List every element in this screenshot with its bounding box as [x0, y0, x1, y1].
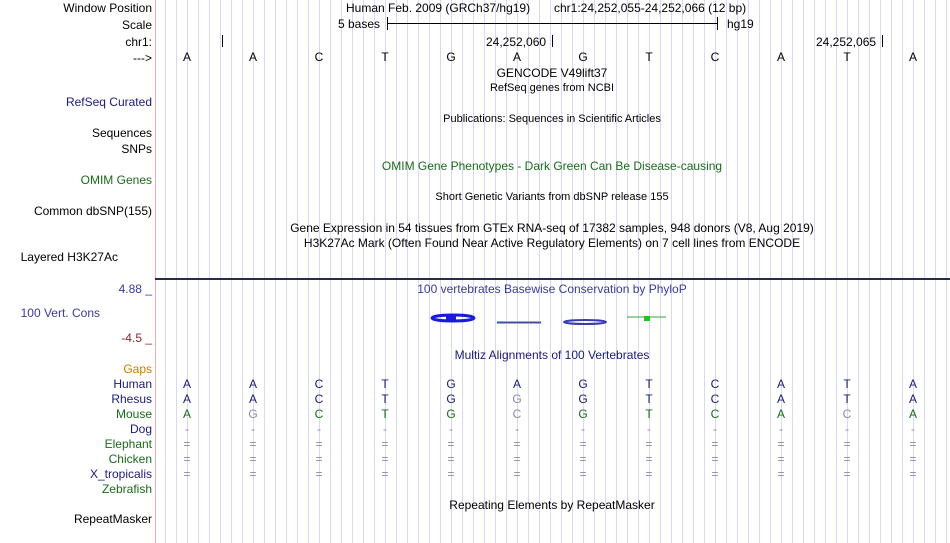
- aligned-base: A: [512, 377, 521, 391]
- aligned-base: =: [315, 452, 323, 466]
- grid-line: [616, 0, 617, 543]
- publications-track-title[interactable]: Publications: Sequences in Scientific Articles: [443, 113, 661, 125]
- aligned-base: =: [381, 437, 389, 451]
- species-label[interactable]: Chicken: [108, 452, 152, 466]
- aligned-base: =: [711, 452, 719, 466]
- aligned-base: C: [512, 407, 522, 421]
- multiz-track-title[interactable]: Multiz Alignments of 100 Vertebrates: [454, 348, 650, 362]
- aligned-base: =: [315, 467, 323, 481]
- aligned-base: =: [579, 467, 587, 481]
- aligned-base: T: [843, 377, 851, 391]
- aligned-base: C: [710, 377, 720, 391]
- repeatmasker-track-title[interactable]: Repeating Elements by RepeatMasker: [449, 498, 655, 512]
- reference-base: A: [248, 50, 257, 64]
- dbsnp-track-title[interactable]: Short Genetic Variants from dbSNP release 155: [435, 191, 669, 203]
- grid-line: [275, 0, 276, 543]
- sequences-track-label[interactable]: Sequences: [91, 126, 152, 140]
- reference-base: C: [710, 50, 720, 64]
- strand-label: --->: [133, 51, 152, 65]
- aligned-base: -: [317, 422, 321, 436]
- grid-line: [682, 0, 683, 543]
- position-tick: [222, 35, 223, 47]
- window-position-value[interactable]: chr1:24,252,055-24,252,066 (12 bp): [554, 1, 747, 15]
- dbsnp-track-label[interactable]: Common dbSNP(155): [33, 204, 152, 218]
- refseq-track-title[interactable]: RefSeq genes from NCBI: [489, 82, 615, 94]
- aligned-base: =: [447, 452, 455, 466]
- scale-bar-right-tick: [717, 17, 718, 30]
- aligned-base: T: [645, 392, 653, 406]
- aligned-base: C: [314, 392, 324, 406]
- aligned-base: G: [578, 377, 588, 391]
- aligned-base: G: [248, 407, 258, 421]
- phylop-max-label: 4.88 _: [118, 282, 152, 296]
- aligned-base: C: [314, 407, 324, 421]
- position-label-1: 24,252,060: [486, 35, 547, 49]
- aligned-base: A: [248, 377, 257, 391]
- grid-line: [814, 0, 815, 543]
- grid-line: [341, 0, 342, 543]
- aligned-base: =: [513, 437, 521, 451]
- position-label-2: 24,252,065: [816, 35, 877, 49]
- aligned-base: -: [713, 422, 717, 436]
- reference-base: C: [314, 50, 324, 64]
- grid-line: [880, 0, 881, 543]
- aligned-base: C: [314, 377, 324, 391]
- scale-label: Scale: [121, 18, 152, 32]
- aligned-base: T: [645, 407, 653, 421]
- species-label[interactable]: Elephant: [104, 437, 152, 451]
- grid-line: [858, 0, 859, 543]
- grid-line: [924, 0, 925, 543]
- grid-line: [352, 0, 353, 543]
- species-label[interactable]: X_tropicalis: [89, 467, 152, 481]
- aligned-base: A: [776, 392, 785, 406]
- grid-line: [693, 0, 694, 543]
- aligned-base: =: [645, 437, 653, 451]
- grid-line: [198, 0, 199, 543]
- grid-line: [902, 0, 903, 543]
- grid-line: [803, 0, 804, 543]
- grid-line: [759, 0, 760, 543]
- aligned-base: =: [381, 452, 389, 466]
- grid-line: [330, 0, 331, 543]
- reference-base: A: [776, 50, 785, 64]
- aligned-base: G: [578, 392, 588, 406]
- chrom-label: chr1:: [125, 35, 152, 49]
- aligned-base: -: [647, 422, 651, 436]
- grid-line: [374, 0, 375, 543]
- grid-line: [836, 0, 837, 543]
- aligned-base: G: [512, 392, 522, 406]
- omim-track-title[interactable]: OMIM Gene Phenotypes - Dark Green Can Be Disease-causing: [381, 159, 723, 173]
- aligned-base: =: [777, 452, 785, 466]
- scale-bar-left-tick: [387, 17, 388, 30]
- grid-line: [770, 0, 771, 543]
- grid-line: [627, 0, 628, 543]
- grid-line: [704, 0, 705, 543]
- grid-line: [286, 0, 287, 543]
- grid-line: [726, 0, 727, 543]
- aligned-base: A: [908, 392, 917, 406]
- grid-line: [176, 0, 177, 543]
- aligned-base: T: [843, 392, 851, 406]
- aligned-base: -: [251, 422, 255, 436]
- reference-base: T: [381, 50, 389, 64]
- grid-line: [209, 0, 210, 543]
- aligned-base: A: [182, 407, 191, 421]
- aligned-base: =: [579, 452, 587, 466]
- aligned-base: =: [843, 467, 851, 481]
- aligned-base: =: [843, 437, 851, 451]
- assembly-name[interactable]: Human Feb. 2009 (GRCh37/hg19): [346, 1, 531, 15]
- aligned-base: =: [513, 452, 521, 466]
- aligned-base: =: [645, 467, 653, 481]
- grid-line: [891, 0, 892, 543]
- label-separator: [155, 0, 156, 543]
- grid-line: [407, 0, 408, 543]
- reference-base: A: [182, 50, 191, 64]
- grid-line: [869, 0, 870, 543]
- grid-line: [220, 0, 221, 543]
- aligned-base: -: [185, 422, 189, 436]
- grid-line: [825, 0, 826, 543]
- aligned-base: G: [446, 392, 456, 406]
- aligned-base: G: [446, 407, 456, 421]
- scale-bar: [387, 23, 717, 24]
- aligned-base: G: [578, 407, 588, 421]
- aligned-base: -: [845, 422, 849, 436]
- grid-line: [308, 0, 309, 543]
- aligned-base: T: [645, 377, 653, 391]
- reference-base: T: [645, 50, 653, 64]
- aligned-base: T: [381, 407, 389, 421]
- gtex-track-title[interactable]: Gene Expression in 54 tissues from GTEx RNA-seq of 17382 samples, 948 donors (V8, Aug 2019): [290, 221, 814, 235]
- aligned-base: =: [315, 437, 323, 451]
- refseq-track-label[interactable]: RefSeq Curated: [65, 95, 152, 109]
- h3k27ac-track-label[interactable]: Layered H3K27Ac: [20, 250, 118, 264]
- grid-line: [748, 0, 749, 543]
- reference-base: G: [578, 50, 588, 64]
- gencode-track-title[interactable]: GENCODE V49lift37: [496, 66, 608, 80]
- grid-line: [935, 0, 936, 543]
- grid-line: [242, 0, 243, 543]
- aligned-base: A: [776, 407, 785, 421]
- grid-line: [264, 0, 265, 543]
- grid-line: [363, 0, 364, 543]
- aligned-base: C: [842, 407, 852, 421]
- h3k27ac-track-title[interactable]: H3K27Ac Mark (Often Found Near Active Regulatory Elements) on 7 cell lines from ENCODE: [303, 236, 801, 250]
- aligned-base: -: [449, 422, 453, 436]
- aligned-base: =: [579, 437, 587, 451]
- grid-line: [165, 0, 166, 543]
- species-label[interactable]: Human: [113, 377, 152, 391]
- position-tick: [552, 35, 553, 47]
- aligned-base: A: [182, 392, 191, 406]
- position-tick: [882, 35, 883, 47]
- omim-track-label[interactable]: OMIM Genes: [80, 173, 152, 187]
- aligned-base: A: [182, 377, 191, 391]
- phylop-track-label[interactable]: 100 Vert. Cons: [20, 306, 100, 320]
- phylop-min-label: -4.5 _: [121, 331, 152, 345]
- grid-line: [396, 0, 397, 543]
- grid-line: [660, 0, 661, 543]
- species-label[interactable]: Dog: [129, 422, 152, 436]
- aligned-base: T: [381, 392, 389, 406]
- window-position-label: Window Position: [63, 1, 152, 15]
- grid-line: [231, 0, 232, 543]
- gaps-label[interactable]: Gaps: [123, 362, 152, 376]
- aligned-base: =: [843, 452, 851, 466]
- aligned-base: =: [645, 452, 653, 466]
- track-divider: [155, 278, 950, 280]
- aligned-base: =: [183, 452, 191, 466]
- species-label[interactable]: Rhesus: [111, 392, 152, 406]
- aligned-base: -: [515, 422, 519, 436]
- grid-line: [440, 0, 441, 543]
- aligned-base: =: [447, 467, 455, 481]
- aligned-base: =: [711, 467, 719, 481]
- aligned-base: =: [513, 467, 521, 481]
- grid-line: [638, 0, 639, 543]
- aligned-base: =: [909, 452, 917, 466]
- reference-base: G: [446, 50, 456, 64]
- grid-line: [418, 0, 419, 543]
- scale-text: 5 bases: [338, 17, 381, 31]
- grid-line: [473, 0, 474, 543]
- snps-track-label[interactable]: SNPs: [121, 142, 152, 156]
- grid-line: [462, 0, 463, 543]
- reference-base: A: [512, 50, 521, 64]
- aligned-base: =: [249, 452, 257, 466]
- phylop-track-title[interactable]: 100 vertebrates Basewise Conservation by PhyloP: [417, 282, 687, 296]
- aligned-base: -: [911, 422, 915, 436]
- aligned-base: =: [183, 437, 191, 451]
- aligned-base: A: [248, 392, 257, 406]
- aligned-base: A: [776, 377, 785, 391]
- aligned-base: =: [183, 467, 191, 481]
- scale-db: hg19: [727, 17, 754, 31]
- grid-line: [297, 0, 298, 543]
- aligned-base: G: [446, 377, 456, 391]
- grid-line: [737, 0, 738, 543]
- aligned-base: =: [381, 467, 389, 481]
- grid-line: [671, 0, 672, 543]
- species-label[interactable]: Mouse: [115, 407, 152, 421]
- grid-line: [429, 0, 430, 543]
- aligned-base: -: [581, 422, 585, 436]
- aligned-base: C: [710, 392, 720, 406]
- aligned-base: =: [249, 467, 257, 481]
- aligned-base: -: [779, 422, 783, 436]
- aligned-base: =: [711, 437, 719, 451]
- grid-line: [484, 0, 485, 543]
- aligned-base: =: [909, 467, 917, 481]
- reference-base: T: [843, 50, 851, 64]
- repeatmasker-track-label[interactable]: RepeatMasker: [73, 512, 152, 526]
- reference-base: A: [908, 50, 917, 64]
- aligned-base: A: [908, 407, 917, 421]
- grid-line: [946, 0, 947, 543]
- aligned-base: =: [909, 437, 917, 451]
- aligned-base: =: [249, 437, 257, 451]
- aligned-base: T: [381, 377, 389, 391]
- aligned-base: -: [383, 422, 387, 436]
- aligned-base: A: [908, 377, 917, 391]
- aligned-base: =: [447, 437, 455, 451]
- aligned-base: =: [777, 437, 785, 451]
- species-label[interactable]: Zebrafish: [101, 482, 152, 496]
- grid-line: [792, 0, 793, 543]
- aligned-base: C: [710, 407, 720, 421]
- aligned-base: =: [777, 467, 785, 481]
